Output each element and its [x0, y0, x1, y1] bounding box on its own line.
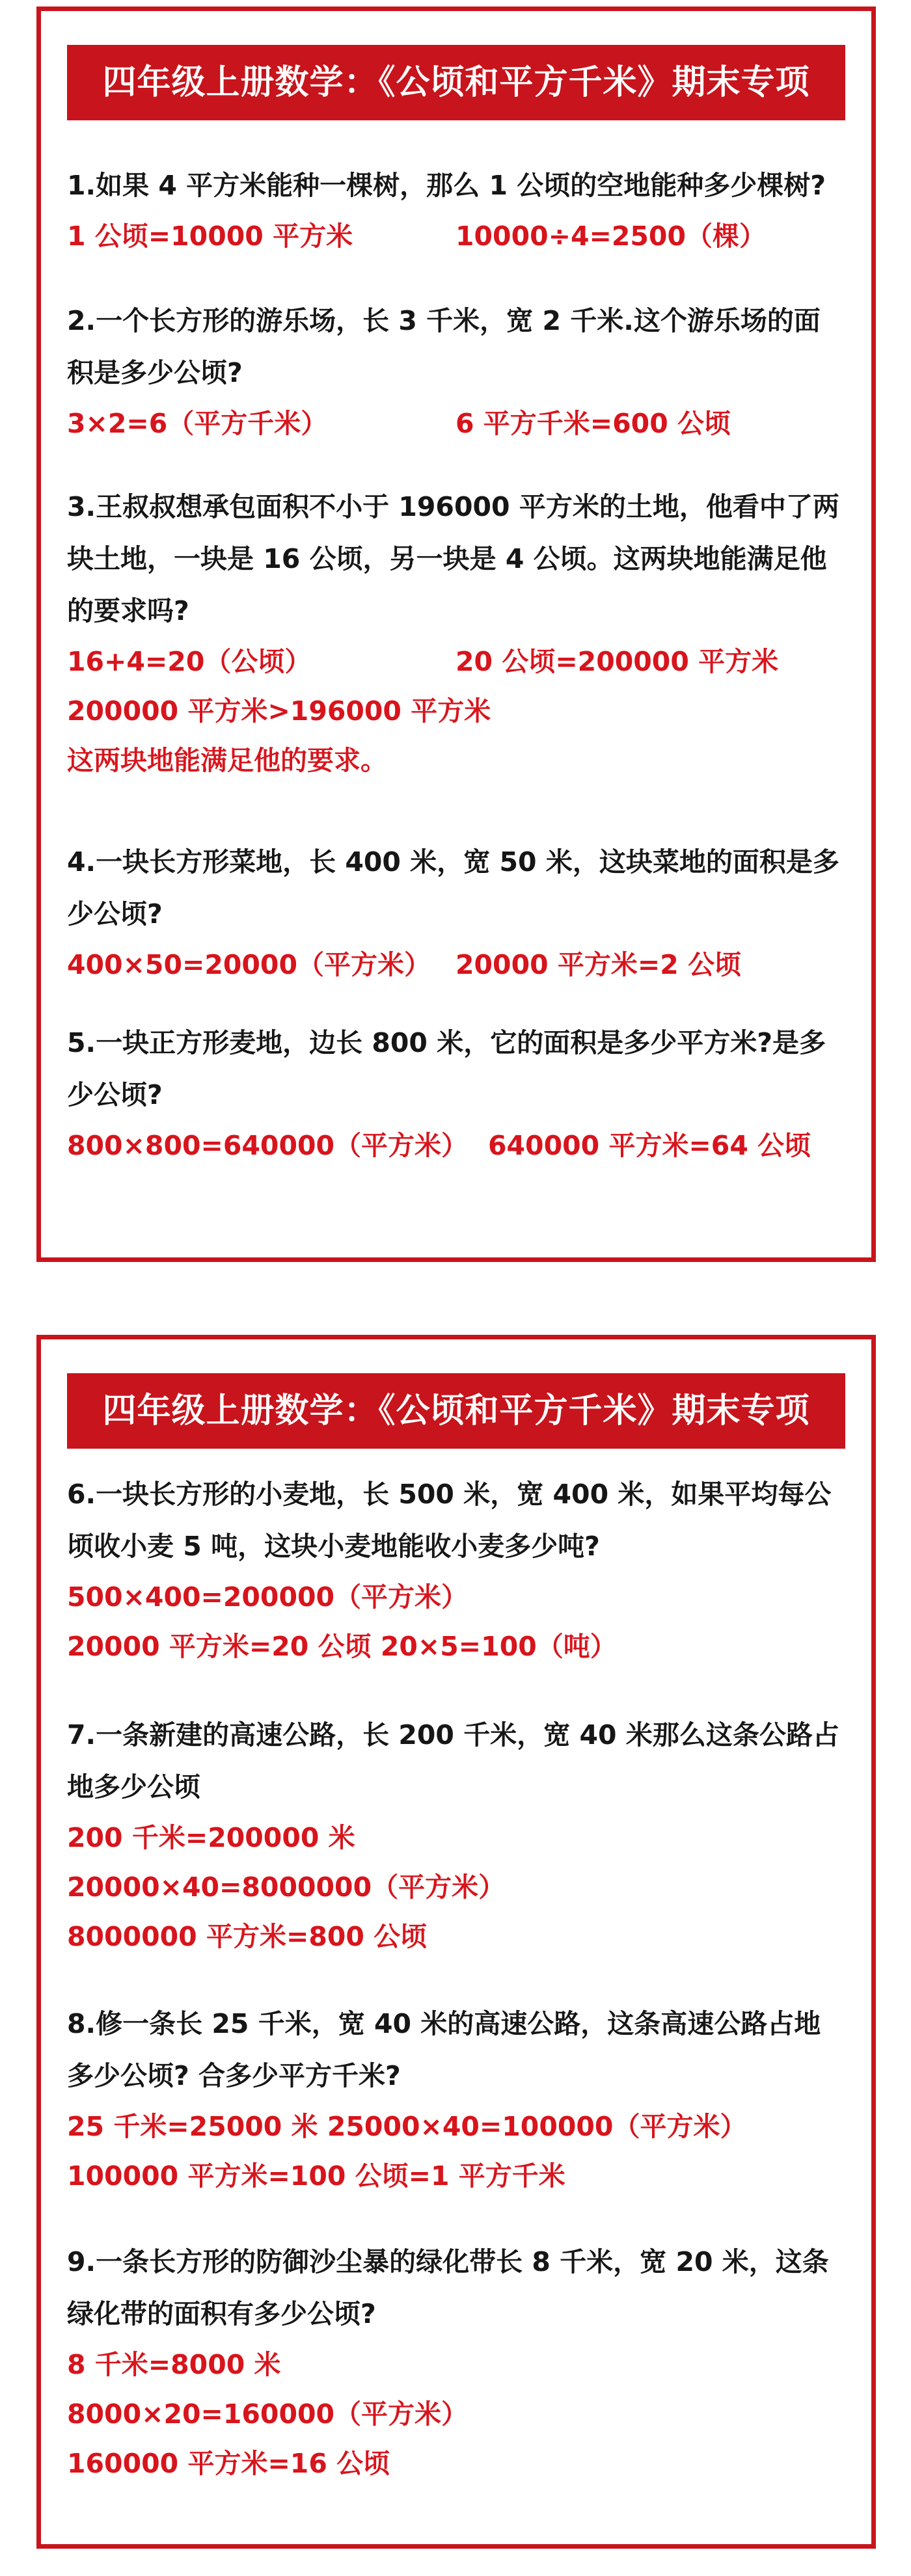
question-text: 5.一块正方形麦地，边长 800 米，它的面积是多少平方米?是多少公顷? [67, 1027, 826, 1110]
answer-line: 1 公顷=10000 平方米 [67, 221, 353, 252]
question-text: 4.一块长方形菜地，长 400 米，宽 50 米，这块菜地的面积是多少公顷? [67, 846, 839, 930]
question-text: 9.一条长方形的防御沙尘暴的绿化带长 8 千米，宽 20 米，这条绿化带的面积有多少公顷? [67, 2246, 829, 2329]
answer-line: 6 平方千米=600 公顷 [456, 408, 731, 439]
question-text: 8.修一条长 25 千米，宽 40 米的高速公路，这条高速公路占地多少公顷? 合多少平方千米? [67, 2008, 821, 2091]
answer-line: 20000 平方米=20 公顷 20×5=100（吨） [67, 1631, 617, 1662]
question-block-5 [67, 1017, 845, 1170]
question-text: 3.王叔叔想承包面积不小于 196000 平方米的土地，他看中了两块土地，一块是 16 公顷，另一块是 4 公顷。这两块地能满足他的要求吗? [67, 491, 839, 626]
answer-line: 20000×40=8000000（平方米） [67, 1872, 506, 1903]
question-block-9 [67, 2236, 845, 2488]
answer-line: 800×800=640000（平方米） [67, 1130, 469, 1161]
worksheet-title: 四年级上册数学：《公顷和平方千米》期末专项 [67, 1373, 845, 1449]
question-block-3 [67, 481, 845, 785]
answer-line: 8000×20=160000（平方米） [67, 2398, 469, 2430]
question-block-2 [67, 295, 845, 448]
answer-line: 500×400=200000（平方米） [67, 1581, 469, 1613]
answer-line: 200 千米=200000 米 [67, 1822, 355, 1853]
worksheet-card-1 [36, 7, 876, 1262]
question-block-7 [67, 1709, 845, 1961]
worksheet-card-2 [36, 1335, 876, 2549]
worksheet-title: 四年级上册数学：《公顷和平方千米》期末专项 [67, 45, 845, 120]
answer-line: 25 千米=25000 米 25000×40=100000（平方米） [67, 2111, 747, 2142]
question-block-8 [67, 1998, 845, 2201]
answer-line: 20000 平方米=2 公顷 [456, 949, 742, 980]
answer-line: 8000000 平方米=800 公顷 [67, 1921, 428, 1952]
answer-line: 160000 平方米=16 公顷 [67, 2448, 390, 2479]
answer-line: 16+4=20（公顷） [67, 646, 312, 677]
answer-line: 3×2=6（平方千米） [67, 408, 328, 439]
answer-line: 640000 平方米=64 公顷 [488, 1130, 811, 1161]
question-text: 2.一个长方形的游乐场，长 3 千米，宽 2 千米.这个游乐场的面积是多少公顷? [67, 305, 821, 388]
answer-line: 400×50=20000（平方米） [67, 949, 431, 980]
question-text: 7.一条新建的高速公路，长 200 千米，宽 40 米那么这条公路占地多少公顷 [67, 1719, 839, 1803]
answer-line: 200000 平方米>196000 平方米 [67, 695, 491, 727]
question-text: 6.一块长方形的小麦地，长 500 米，宽 400 米，如果平均每公顷收小麦 5 吨，这块小麦地能收小麦多少吨? [67, 1479, 832, 1562]
answer-line: 10000÷4=2500（棵） [456, 221, 766, 252]
question-block-6 [67, 1468, 845, 1671]
question-block-4 [67, 836, 845, 989]
answer-line: 这两块地能满足他的要求。 [67, 745, 387, 776]
question-text: 1.如果 4 平方米能种一棵树，那么 1 公顷的空地能种多少棵树? [67, 170, 826, 201]
answer-line: 8 千米=8000 米 [67, 2349, 281, 2380]
answer-line: 20 公顷=200000 平方米 [456, 646, 779, 677]
question-block-1 [67, 159, 845, 261]
answer-line: 100000 平方米=100 公顷=1 平方千米 [67, 2160, 565, 2192]
